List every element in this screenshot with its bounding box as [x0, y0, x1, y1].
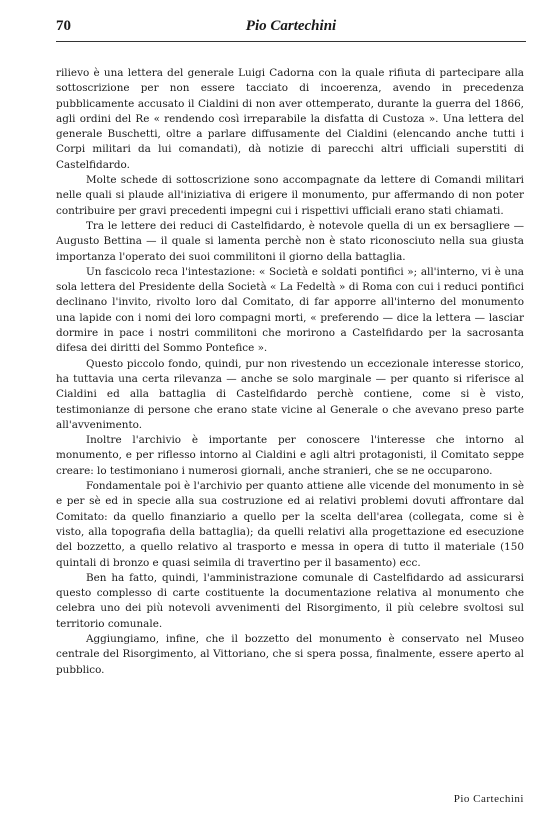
page-header: [56, 18, 526, 38]
paragraph: Inoltre l'archivio è importante per conoscere l'interesse che intorno al monumento, e per riflesso intorno al Cialdini e agli altri protagonisti, il Comitato seppe creare: lo testimoniano i numerosi giornali, anche stranieri, che se ne occuparono.: [56, 434, 524, 477]
paragraph: Molte schede di sottoscrizione sono accompagnate da lettere di Comandi militari nelle quali si plaude all'iniziativa di erigere il monumento, pur affermando di non poter contribuire per gravi precedenti impegni cui i rispettivi ufficiali erano stati chiamati.: [56, 174, 524, 217]
page-number: 70: [56, 18, 71, 34]
body-text: [56, 66, 524, 678]
paragraph: Aggiungiamo, infine, che il bozzetto del monumento è conservato nel Museo centrale del Risorgimento, al Vittoriano, che si spera possa, finalmente, essere aperto al pubblico.: [56, 632, 524, 676]
header-rule: [56, 41, 526, 42]
author-signature: Pio Cartechini: [453, 793, 524, 805]
paragraph: Ben ha fatto, quindi, l'amministrazione comunale di Castelfidardo ad assicurarsi questo complesso di carte costituente la documentazione relativa al monumento che celebra uno dei più notevoli avvenimenti del Risorgimento, il più celebre svoltosi sul territorio comunale.: [56, 571, 524, 630]
paragraph: rilievo è una lettera del generale Luigi Cadorna con la quale rifiuta di partecipare alla sottoscrizione per non essere tacciato di incoerenza, avendo in precedenza pubblicamente accusato il Cialdini di non aver ottemperato, durante la guerra del 1866, agli ordini del Re « rendendo così irreparabile la disfatta di Custoza ». Una lettera del generale Buschetti, oltre a parlare diffusamente del Cialdini (elencando anche tutti i Corpi militari da lui comandati), dà notizie di parecchi altri ufficiali superstiti di Castelfidardo.: [56, 67, 524, 171]
paragraph: Tra le lettere dei reduci di Castelfidardo, è notevole quella di un ex bersagliere — Augusto Bettina — il quale si lamenta perchè non è stato riconosciuto nella sua giusta importanza l'operato dei suoi commilitoni il giorno della battaglia.: [56, 219, 524, 263]
paragraph: Fondamentale poi è l'archivio per quanto attiene alle vicende del monumento in sè e per sè ed in specie alla sua costruzione ed ai relativi problemi dovuti affrontare dal Comitato: da quello finanziario a quello per la scelta dell'area (collegata, come si è visto, alla topografia della battaglia); da quelli relativi alla progettazione ed esecuzione del bozzetto, a quello relativo al trasporto e messa in opera di tutto il materiale (150 quintali di bronzo e quasi seimila di travertino per il basamento) ecc.: [56, 480, 524, 569]
paragraph: Questo piccolo fondo, quindi, pur non rivestendo un eccezionale interesse storico, ha tuttavia una certa rilevanza — anche se solo marginale — per quanto si riferisce al Cialdini ed alla battaglia di Castelfidardo perchè contiene, come si è visto, testimonianze di persone che erano state vicine al Generale o che avevano preso parte all'avvenimento.: [56, 357, 524, 431]
paragraph: Un fascicolo reca l'intestazione: « Società e soldati pontifici »; all'interno, vi è una sola lettera del Presidente della Società « La Fedeltà » di Roma con cui i reduci pontifici declinano l'invito, rivolto loro dal Comitato, di far apporre all'interno del monumento una lapide con i nomi dei loro compagni morti, « preferendo — dice la lettera — lasciar dormire in pace i nostri commilitoni che morirono a Castelfidardo per la sacrosanta difesa dei diritti del Sommo Pontefice ».: [56, 265, 524, 355]
running-head: Pio Cartechini: [245, 18, 337, 34]
